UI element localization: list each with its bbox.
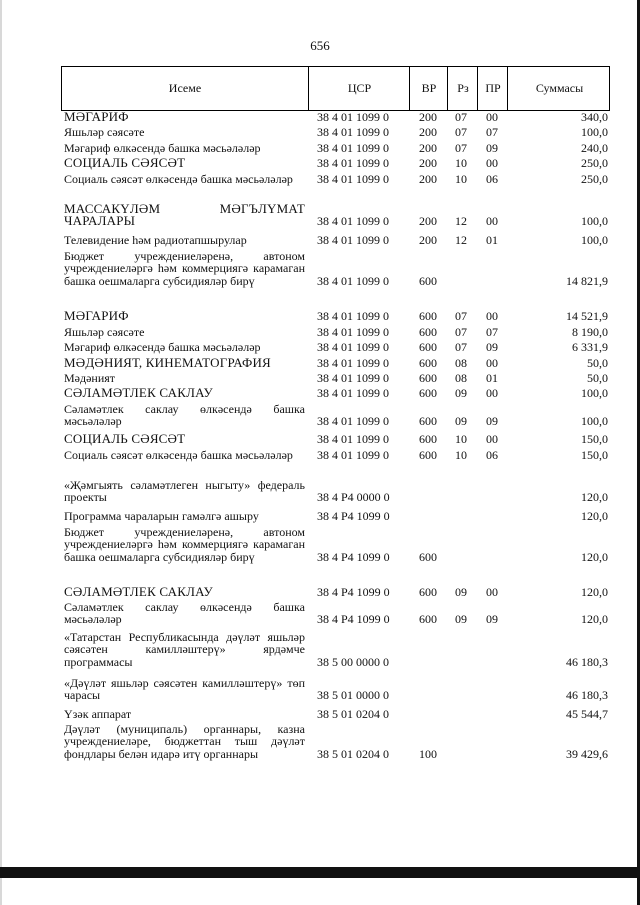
row-rz: 09 — [455, 414, 467, 429]
row-csr: 38 4 01 1099 0 — [317, 156, 389, 170]
row-amount: 240,0 — [581, 141, 608, 155]
row-vr: 200 — [419, 141, 437, 155]
table-row — [61, 403, 610, 428]
row-amount: 120,0 — [581, 549, 608, 564]
row-name: СӘЛАМӘТЛЕК САКЛАУ — [64, 385, 213, 400]
row-pr: 00 — [486, 110, 498, 124]
row-rz: 09 — [455, 585, 467, 599]
row-rz: 07 — [455, 340, 467, 354]
row-csr: 38 4 Р4 0000 0 — [317, 490, 390, 505]
row-amount: 100,0 — [581, 233, 608, 247]
row-pr: 00 — [486, 309, 498, 323]
row-rz: 07 — [455, 325, 467, 339]
row-rz: 10 — [455, 156, 467, 170]
row-csr: 38 5 01 0000 0 — [317, 688, 389, 703]
table-row — [61, 631, 610, 668]
row-vr: 200 — [419, 125, 437, 139]
row-pr: 01 — [486, 233, 498, 247]
row-name: Сәламәтлек саклау өлкәсендә башка мәсьәләләр — [64, 600, 305, 627]
row-vr: 200 — [419, 233, 437, 247]
row-pr: 00 — [486, 432, 498, 446]
row-vr: 600 — [419, 549, 437, 564]
row-vr: 600 — [419, 585, 437, 599]
row-csr: 38 4 01 1099 0 — [317, 432, 389, 446]
row-pr: 09 — [486, 141, 498, 155]
row-pr: 09 — [486, 414, 498, 429]
table-row — [61, 387, 610, 399]
table-row — [61, 601, 610, 626]
row-amount: 250,0 — [581, 172, 608, 186]
header-pr: ПР — [477, 67, 508, 110]
row-pr: 01 — [486, 371, 498, 385]
row-amount: 6 331,9 — [572, 340, 608, 354]
table-row — [61, 510, 610, 522]
row-name: Яшьләр сәясәте — [64, 125, 145, 139]
table-row — [61, 357, 610, 369]
header-rz: Рз — [447, 67, 478, 110]
row-vr: 200 — [419, 110, 437, 124]
row-vr: 200 — [419, 214, 437, 229]
table-row — [61, 449, 610, 461]
row-amount: 50,0 — [587, 371, 608, 385]
row-vr: 600 — [419, 432, 437, 446]
row-amount: 100,0 — [581, 386, 608, 400]
table-row — [61, 723, 610, 760]
row-vr: 600 — [419, 386, 437, 400]
row-vr: 600 — [419, 340, 437, 354]
row-rz: 07 — [455, 110, 467, 124]
row-name: МӘГАРИФ — [64, 109, 129, 124]
table-row — [61, 341, 610, 353]
row-csr: 38 4 01 1099 0 — [317, 125, 389, 139]
row-amount: 100,0 — [581, 214, 608, 229]
row-amount: 150,0 — [581, 432, 608, 446]
row-name: «Татарстан Республикасында дәүләт яшьләр сәясәтен камилләштерү» ярдәмче программасы — [64, 630, 305, 669]
row-csr: 38 4 01 1099 0 — [317, 356, 389, 370]
header-name: Исеме — [168, 81, 202, 95]
row-pr: 09 — [486, 340, 498, 354]
row-rz: 10 — [455, 172, 467, 186]
row-name: Бюджет учреждениеләренә, автоном учреждениеләргә һәм коммерциягә карамаган башка оешмаларга субсидияләр бирү — [64, 249, 305, 288]
row-name: Социаль сәясәт өлкәсендә башка мәсьәләләр — [64, 172, 293, 186]
row-amount: 100,0 — [581, 414, 608, 429]
row-amount: 39 429,6 — [566, 746, 608, 761]
row-name: СОЦИАЛЬ СӘЯСӘТ — [64, 155, 186, 170]
row-name: Мәдәният — [64, 371, 116, 385]
row-name: МАССАКҮЛӘМ МӘГЪЛҮМАТ ЧАРАЛАРЫ — [64, 201, 305, 229]
row-name: Үзәк аппарат — [64, 707, 132, 721]
row-vr: 600 — [419, 371, 437, 385]
row-rz: 07 — [455, 141, 467, 155]
row-rz: 09 — [455, 612, 467, 627]
row-pr: 06 — [486, 448, 498, 462]
row-csr: 38 4 01 1099 0 — [317, 233, 389, 247]
row-csr: 38 4 01 1099 0 — [317, 309, 389, 323]
table-row — [61, 433, 610, 445]
row-vr: 600 — [419, 356, 437, 370]
row-csr: 38 5 01 0204 0 — [317, 746, 389, 761]
row-csr: 38 4 Р4 1099 0 — [317, 612, 390, 627]
row-amount: 8 190,0 — [572, 325, 608, 339]
row-name: Мәгариф өлкәсендә башка мәсьәләләр — [64, 340, 261, 354]
table-row — [61, 203, 610, 228]
row-csr: 38 4 01 1099 0 — [317, 214, 389, 229]
row-name: «Дәүләт яшьләр сәясәтен камилләштерү» төп чарасы — [64, 676, 305, 703]
row-amount: 250,0 — [581, 156, 608, 170]
row-pr: 07 — [486, 325, 498, 339]
row-csr: 38 5 01 0204 0 — [317, 707, 389, 721]
row-amount: 50,0 — [587, 356, 608, 370]
row-pr: 06 — [486, 172, 498, 186]
row-pr: 00 — [486, 156, 498, 170]
row-amount: 14 521,9 — [566, 309, 608, 323]
row-csr: 38 5 00 0000 0 — [317, 654, 389, 669]
row-rz: 07 — [455, 125, 467, 139]
row-pr: 00 — [486, 356, 498, 370]
row-rz: 08 — [455, 371, 467, 385]
row-name: СОЦИАЛЬ СӘЯСӘТ — [64, 431, 186, 446]
row-vr: 600 — [419, 325, 437, 339]
table-row — [61, 708, 610, 720]
row-vr: 200 — [419, 172, 437, 186]
row-name: Дәүләт (муниципаль) органнары, казна учреждениеләре, бюджеттан тыш дәүләт фондлары белән идарә итү органнары — [64, 722, 305, 761]
table-row — [61, 173, 610, 185]
scan-bottom-bar — [0, 867, 640, 878]
row-vr: 600 — [419, 448, 437, 462]
row-rz: 09 — [455, 386, 467, 400]
row-csr: 38 4 Р4 1099 0 — [317, 509, 390, 523]
row-amount: 120,0 — [581, 612, 608, 627]
row-pr: 00 — [486, 386, 498, 400]
row-name: Мәгариф өлкәсендә башка мәсьәләләр — [64, 141, 261, 155]
row-csr: 38 4 01 1099 0 — [317, 386, 389, 400]
row-amount: 14 821,9 — [566, 273, 608, 288]
table-row — [61, 234, 610, 246]
row-vr: 100 — [419, 746, 437, 761]
row-amount: 340,0 — [581, 110, 608, 124]
table-row — [61, 372, 610, 384]
row-name: Социаль сәясәт өлкәсендә башка мәсьәләләр — [64, 448, 293, 462]
budget-table — [61, 66, 610, 761]
row-csr: 38 4 Р4 1099 0 — [317, 585, 390, 599]
row-name: МӘГАРИФ — [64, 308, 129, 323]
row-name: СӘЛАМӘТЛЕК САКЛАУ — [64, 584, 213, 599]
row-rz: 08 — [455, 356, 467, 370]
table-row — [61, 250, 610, 287]
table-row — [61, 142, 610, 154]
row-amount: 120,0 — [581, 490, 608, 505]
row-name: «Җәмгыять сәламәтлеген ныгыту» федераль проекты — [64, 478, 305, 505]
row-csr: 38 4 01 1099 0 — [317, 448, 389, 462]
table-row — [61, 479, 610, 504]
row-name: Бюджет учреждениеләренә, автоном учреждениеләргә һәм коммерциягә карамаган башка оешмаларга субсидияләр бирү — [64, 525, 305, 564]
row-vr: 600 — [419, 273, 437, 288]
row-amount: 150,0 — [581, 448, 608, 462]
row-csr: 38 4 01 1099 0 — [317, 371, 389, 385]
row-amount: 100,0 — [581, 125, 608, 139]
table-row — [61, 677, 610, 702]
row-csr: 38 4 01 1099 0 — [317, 110, 389, 124]
header-vr: ВР — [409, 67, 448, 110]
table-row — [61, 157, 610, 169]
row-vr: 600 — [419, 414, 437, 429]
header-amount: Суммасы — [507, 67, 611, 110]
row-amount: 46 180,3 — [566, 654, 608, 669]
table-row — [61, 526, 610, 563]
table-header — [61, 66, 610, 111]
page-number: 656 — [310, 38, 330, 53]
row-rz: 12 — [455, 214, 467, 229]
row-pr: 00 — [486, 585, 498, 599]
table-row — [61, 310, 610, 322]
row-rz: 07 — [455, 309, 467, 323]
row-amount: 120,0 — [581, 585, 608, 599]
row-csr: 38 4 01 1099 0 — [317, 141, 389, 155]
row-csr: 38 4 01 1099 0 — [317, 273, 389, 288]
row-name: Сәламәтлек саклау өлкәсендә башка мәсьәләләр — [64, 402, 305, 429]
row-csr: 38 4 01 1099 0 — [317, 325, 389, 339]
row-csr: 38 4 01 1099 0 — [317, 172, 389, 186]
row-amount: 45 544,7 — [566, 707, 608, 721]
row-pr: 09 — [486, 612, 498, 627]
row-csr: 38 4 01 1099 0 — [317, 340, 389, 354]
row-amount: 46 180,3 — [566, 688, 608, 703]
row-name: Программа чараларын гамәлгә ашыру — [64, 509, 259, 523]
row-pr: 07 — [486, 125, 498, 139]
row-name: Телевидение һәм радиотапшырулар — [64, 233, 247, 247]
row-vr: 600 — [419, 612, 437, 627]
table-row — [61, 126, 610, 138]
row-vr: 600 — [419, 309, 437, 323]
row-csr: 38 4 Р4 1099 0 — [317, 549, 390, 564]
row-rz: 10 — [455, 432, 467, 446]
table-row — [61, 586, 610, 598]
row-rz: 10 — [455, 448, 467, 462]
row-csr: 38 4 01 1099 0 — [317, 414, 389, 429]
row-amount: 120,0 — [581, 509, 608, 523]
row-name: МӘДӘНИЯТ, КИНЕМАТОГРАФИЯ — [64, 355, 271, 370]
table-row — [61, 111, 610, 123]
scan-left-edge — [0, 0, 2, 905]
row-vr: 200 — [419, 156, 437, 170]
header-csr: ЦСР — [308, 67, 410, 110]
row-pr: 00 — [486, 214, 498, 229]
row-name: Яшьләр сәясәте — [64, 325, 145, 339]
table-row — [61, 326, 610, 338]
row-rz: 12 — [455, 233, 467, 247]
